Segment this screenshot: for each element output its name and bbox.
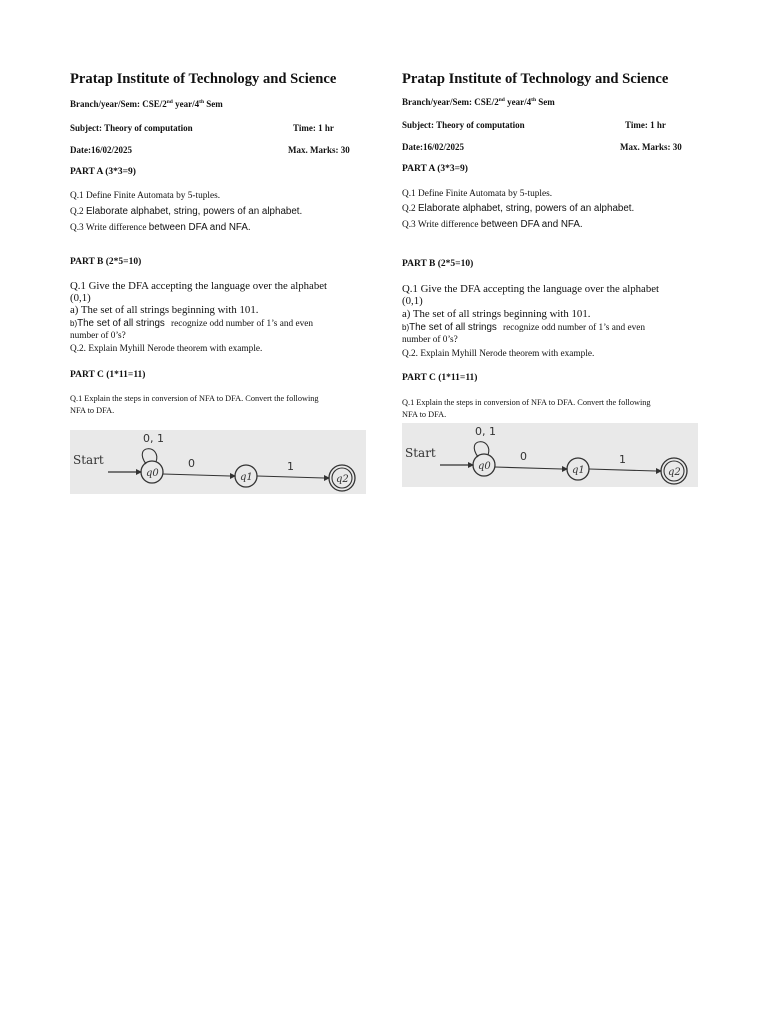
state-q1-label: q1 bbox=[240, 472, 253, 483]
branch-line: Branch/year/Sem: CSE/2nd year/4th Sem bbox=[402, 97, 555, 107]
part-b-heading: PART B (2*5=10) bbox=[402, 259, 474, 269]
part-b-q1-b: b)The set of all strings recognize odd number of 1’s and even bbox=[70, 318, 314, 329]
date-label: Date:16/02/2025 bbox=[70, 145, 132, 155]
state-q2-label: q2 bbox=[668, 467, 681, 478]
part-c-heading: PART C (1*11=11) bbox=[70, 370, 146, 380]
part-b-q1-line1: Q.1 Give the DFA accepting the language over the alphabet bbox=[402, 283, 660, 295]
part-b-heading: PART B (2*5=10) bbox=[70, 257, 142, 267]
institute-title: Pratap Institute of Technology and Science bbox=[402, 71, 669, 87]
edge1-label: 0 bbox=[520, 450, 527, 463]
part-c-q1-line2: NFA to DFA. bbox=[402, 410, 447, 419]
part-a-q3: Q.3 Write difference between DFA and NFA. bbox=[402, 219, 583, 230]
part-c-heading: PART C (1*11=11) bbox=[402, 373, 478, 383]
state-q2-label: q2 bbox=[336, 474, 349, 485]
date-label: Date:16/02/2025 bbox=[402, 142, 464, 152]
part-a-heading: PART A (3*3=9) bbox=[70, 167, 136, 177]
nfa-diagram bbox=[402, 423, 698, 487]
part-b-q1-b-cont: number of 0’s? bbox=[402, 335, 458, 345]
part-b-q2: Q.2. Explain Myhill Nerode theorem with example. bbox=[70, 344, 263, 354]
time-label: Time: 1 hr bbox=[625, 120, 666, 130]
part-a-heading: PART A (3*3=9) bbox=[402, 164, 468, 174]
part-a-q1: Q.1 Define Finite Automata by 5-tuples. bbox=[402, 189, 553, 199]
part-b-q1-line2: (0,1) bbox=[402, 295, 423, 307]
subject-label: Subject: Theory of computation bbox=[402, 120, 525, 130]
edge2-label: 1 bbox=[619, 453, 626, 466]
part-b-q1-b: b)The set of all strings recognize odd number of 1’s and even bbox=[402, 322, 646, 333]
loop-label: 0, 1 bbox=[143, 432, 164, 445]
part-a-q1: Q.1 Define Finite Automata by 5-tuples. bbox=[70, 191, 221, 201]
state-q0-label: q0 bbox=[146, 468, 159, 479]
subject-label: Subject: Theory of computation bbox=[70, 123, 193, 133]
start-label: Start bbox=[405, 446, 436, 460]
subject-row bbox=[70, 123, 370, 133]
part-a-q2: Q.2 Elaborate alphabet, string, powers of an alphabet. bbox=[70, 206, 303, 217]
part-b-q2: Q.2. Explain Myhill Nerode theorem with example. bbox=[402, 349, 595, 359]
part-a-q3: Q.3 Write difference between DFA and NFA. bbox=[70, 222, 251, 233]
part-b-q1-line2: (0,1) bbox=[70, 292, 91, 304]
edge2-label: 1 bbox=[287, 460, 294, 473]
start-label: Start bbox=[73, 453, 104, 467]
date-row bbox=[70, 145, 370, 155]
edge1-label: 0 bbox=[188, 457, 195, 470]
subject-row bbox=[402, 120, 702, 130]
part-c-q1-line1: Q.1 Explain the steps in conversion of NFA to DFA. Convert the following bbox=[70, 394, 319, 403]
marks-label: Max. Marks: 30 bbox=[288, 145, 350, 155]
part-c-q1-line1: Q.1 Explain the steps in conversion of NFA to DFA. Convert the following bbox=[402, 398, 651, 407]
state-q0-label: q0 bbox=[478, 461, 491, 472]
part-b-q1-b-cont: number of 0’s? bbox=[70, 331, 126, 341]
part-a-q2: Q.2 Elaborate alphabet, string, powers of an alphabet. bbox=[402, 203, 635, 214]
part-b-q1-a: a) The set of all strings beginning with 101. bbox=[402, 308, 591, 320]
state-q1-label: q1 bbox=[572, 465, 585, 476]
loop-label: 0, 1 bbox=[475, 425, 496, 438]
institute-title: Pratap Institute of Technology and Science bbox=[70, 71, 337, 87]
part-b-q1-a: a) The set of all strings beginning with 101. bbox=[70, 304, 259, 316]
branch-line: Branch/year/Sem: CSE/2nd year/4th Sem bbox=[70, 99, 223, 109]
time-label: Time: 1 hr bbox=[293, 123, 334, 133]
part-c-q1-line2: NFA to DFA. bbox=[70, 406, 115, 415]
part-b-q1-line1: Q.1 Give the DFA accepting the language over the alphabet bbox=[70, 280, 328, 292]
nfa-diagram bbox=[70, 430, 366, 494]
date-row bbox=[402, 142, 702, 152]
marks-label: Max. Marks: 30 bbox=[620, 142, 682, 152]
